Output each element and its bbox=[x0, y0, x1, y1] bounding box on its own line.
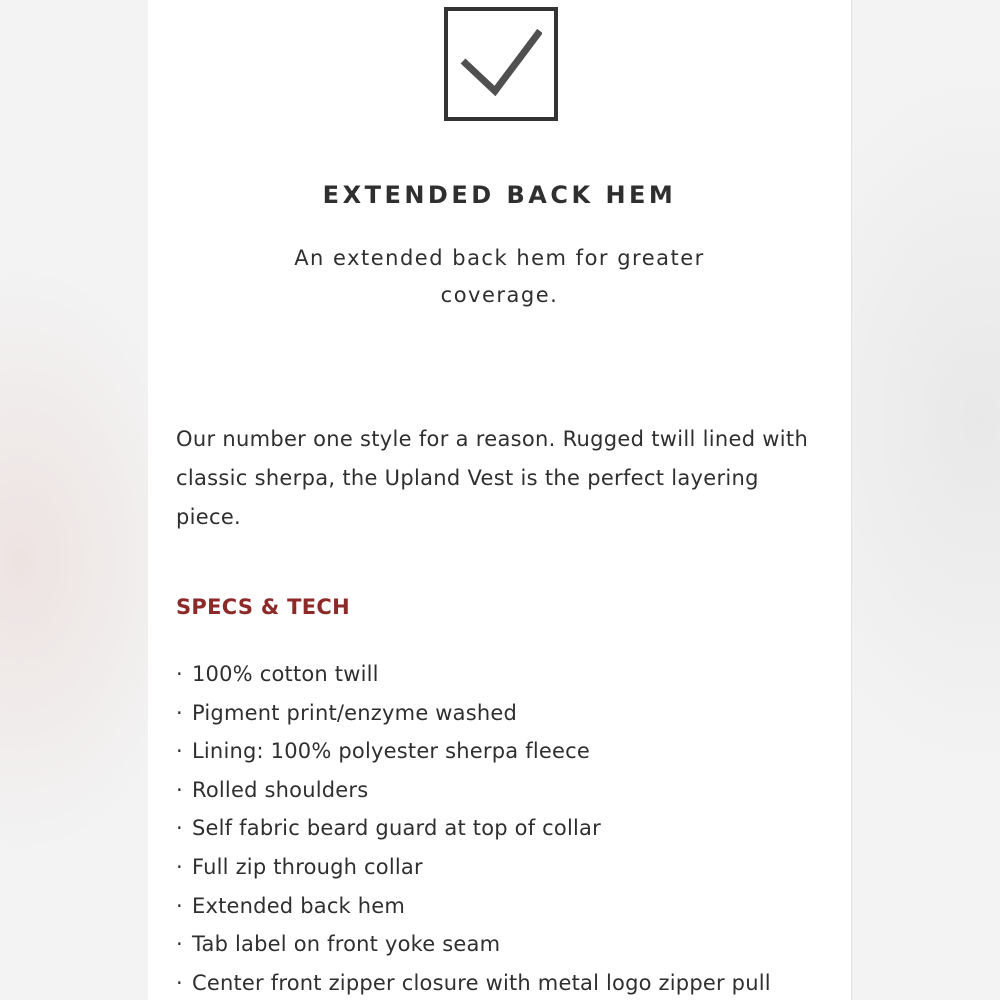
checkmark-icon bbox=[460, 27, 542, 97]
spec-list bbox=[176, 655, 846, 1000]
bullet-icon: · bbox=[176, 970, 183, 995]
bullet-icon: · bbox=[176, 893, 183, 918]
spec-item: · Tab label on front yoke seam bbox=[176, 925, 846, 964]
spec-item: · Rolled shoulders bbox=[176, 771, 846, 810]
spec-item: · Full zip through collar bbox=[176, 848, 846, 887]
spec-item: · Self fabric beard guard at top of collar bbox=[176, 809, 846, 848]
checkbox-check-icon bbox=[444, 7, 558, 121]
feature-description: An extended back hem for greater coverage. bbox=[294, 246, 705, 307]
specs-heading: SPECS & TECH bbox=[176, 595, 350, 619]
feature-title: EXTENDED BACK HEM bbox=[322, 181, 677, 209]
bullet-icon: · bbox=[176, 662, 183, 686]
bullet-icon: · bbox=[176, 777, 183, 802]
product-intro: Our number one style for a reason. Rugged twill lined with classic sherpa, the Upland Vest is the perfect layering piece. bbox=[176, 427, 809, 529]
bullet-icon: · bbox=[176, 739, 183, 764]
product-details-panel bbox=[148, 0, 852, 1000]
bullet-icon: · bbox=[176, 854, 183, 879]
spec-item: · Pigment print/enzyme washed bbox=[176, 694, 846, 733]
spec-item: · Lining: 100% polyester sherpa fleece bbox=[176, 732, 846, 771]
spec-item: · Center front zipper closure with metal logo zipper pull bbox=[176, 964, 846, 1000]
spec-item: · Extended back hem bbox=[176, 887, 846, 926]
bullet-icon: · bbox=[176, 816, 183, 841]
bullet-icon: · bbox=[176, 700, 183, 725]
spec-item: · 100% cotton twill bbox=[176, 655, 846, 694]
bullet-icon: · bbox=[176, 932, 183, 957]
